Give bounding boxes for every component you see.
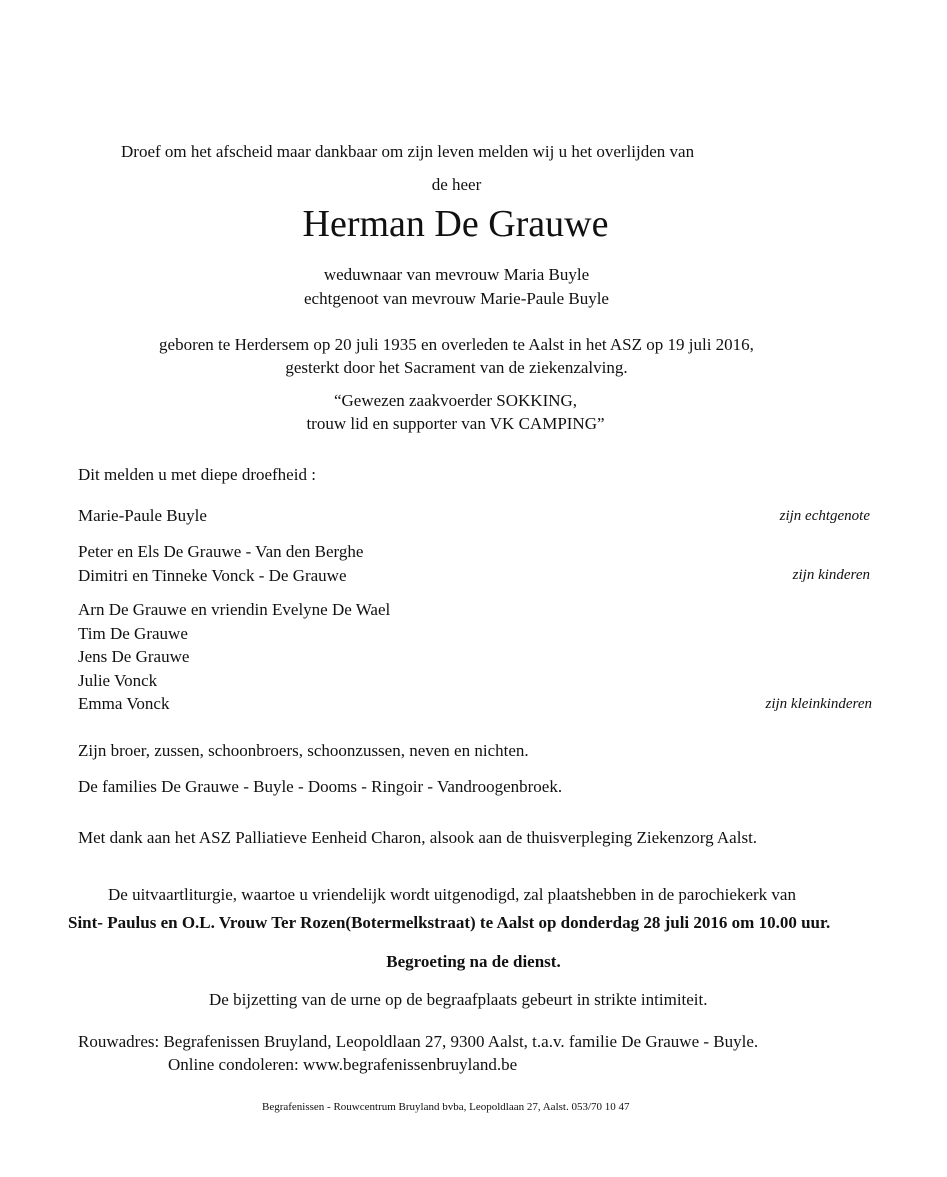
- mourners-intro: Dit melden u met diepe droefheid :: [78, 465, 316, 484]
- child-2: Dimitri en Tinneke Vonck - De Grauwe: [78, 566, 347, 585]
- child-1: Peter en Els De Grauwe - Van den Berghe: [78, 542, 364, 561]
- quote-line-1: “Gewezen zaakvoerder SOKKING,: [333, 391, 578, 410]
- funeral-location-time: Sint- Paulus en O.L. Vrouw Ter Rozen(Botermelkstraat) te Aalst op donderdag 28 juli 2016 om 10.00 uur.: [68, 913, 831, 932]
- deceased-name: Herman De Grauwe: [302, 203, 609, 245]
- grandchildren-role: zijn kleinkinderen: [765, 696, 872, 712]
- address-line: Rouwadres: Begrafenissen Bruyland, Leopoldlaan 27, 9300 Aalst, t.a.v. familie De Grauwe - Buyle.: [78, 1032, 759, 1051]
- condolence-line: Online condoleren: www.begrafenissenbruyland.be: [168, 1055, 518, 1074]
- grandchild-4: Julie Vonck: [78, 671, 158, 690]
- siblings-line: Zijn broer, zussen, schoonbroers, schoonzussen, neven en nichten.: [78, 741, 529, 760]
- sacrament-line: gesterkt door het Sacrament van de ziekenzalving.: [285, 358, 628, 377]
- burial-line: De bijzetting van de urne op de begraafplaats gebeurt in strikte intimiteit.: [209, 990, 708, 1009]
- families-line: De families De Grauwe - Buyle - Dooms - Ringoir - Vandroogenbroek.: [78, 777, 563, 796]
- spouse-role: zijn echtgenote: [779, 508, 870, 524]
- birth-death-line: geboren te Herdersem op 20 juli 1935 en overleden te Aalst in het ASZ op 19 juli 2016,: [159, 335, 754, 354]
- greeting-line: Begroeting na de dienst.: [386, 952, 561, 971]
- funeral-invitation: De uitvaartliturgie, waartoe u vriendelijk wordt uitgenodigd, zal plaatshebben in de parochiekerk van: [108, 885, 796, 904]
- grandchild-5: Emma Vonck: [78, 694, 170, 713]
- quote-line-2: trouw lid en supporter van VK CAMPING”: [306, 414, 605, 433]
- grandchild-3: Jens De Grauwe: [78, 647, 190, 666]
- grandchild-1: Arn De Grauwe en vriendin Evelyne De Wael: [78, 600, 391, 619]
- intro-text: Droef om het afscheid maar dankbaar om zijn leven melden wij u het overlijden van: [121, 142, 695, 161]
- grandchild-2: Tim De Grauwe: [78, 624, 188, 643]
- relation-spouse: echtgenoot van mevrouw Marie-Paule Buyle: [304, 289, 609, 308]
- footer-text: Begrafenissen - Rouwcentrum Bruyland bvba, Leopoldlaan 27, Aalst. 053/70 10 47: [262, 1101, 630, 1113]
- spouse-name: Marie-Paule Buyle: [78, 506, 207, 525]
- relation-widower: weduwnaar van mevrouw Maria Buyle: [323, 265, 590, 284]
- children-role: zijn kinderen: [792, 567, 870, 583]
- title-prefix: de heer: [431, 175, 482, 194]
- thanks-line: Met dank aan het ASZ Palliatieve Eenheid Charon, alsook aan de thuisverpleging Ziekenzorg Aalst.: [78, 828, 758, 847]
